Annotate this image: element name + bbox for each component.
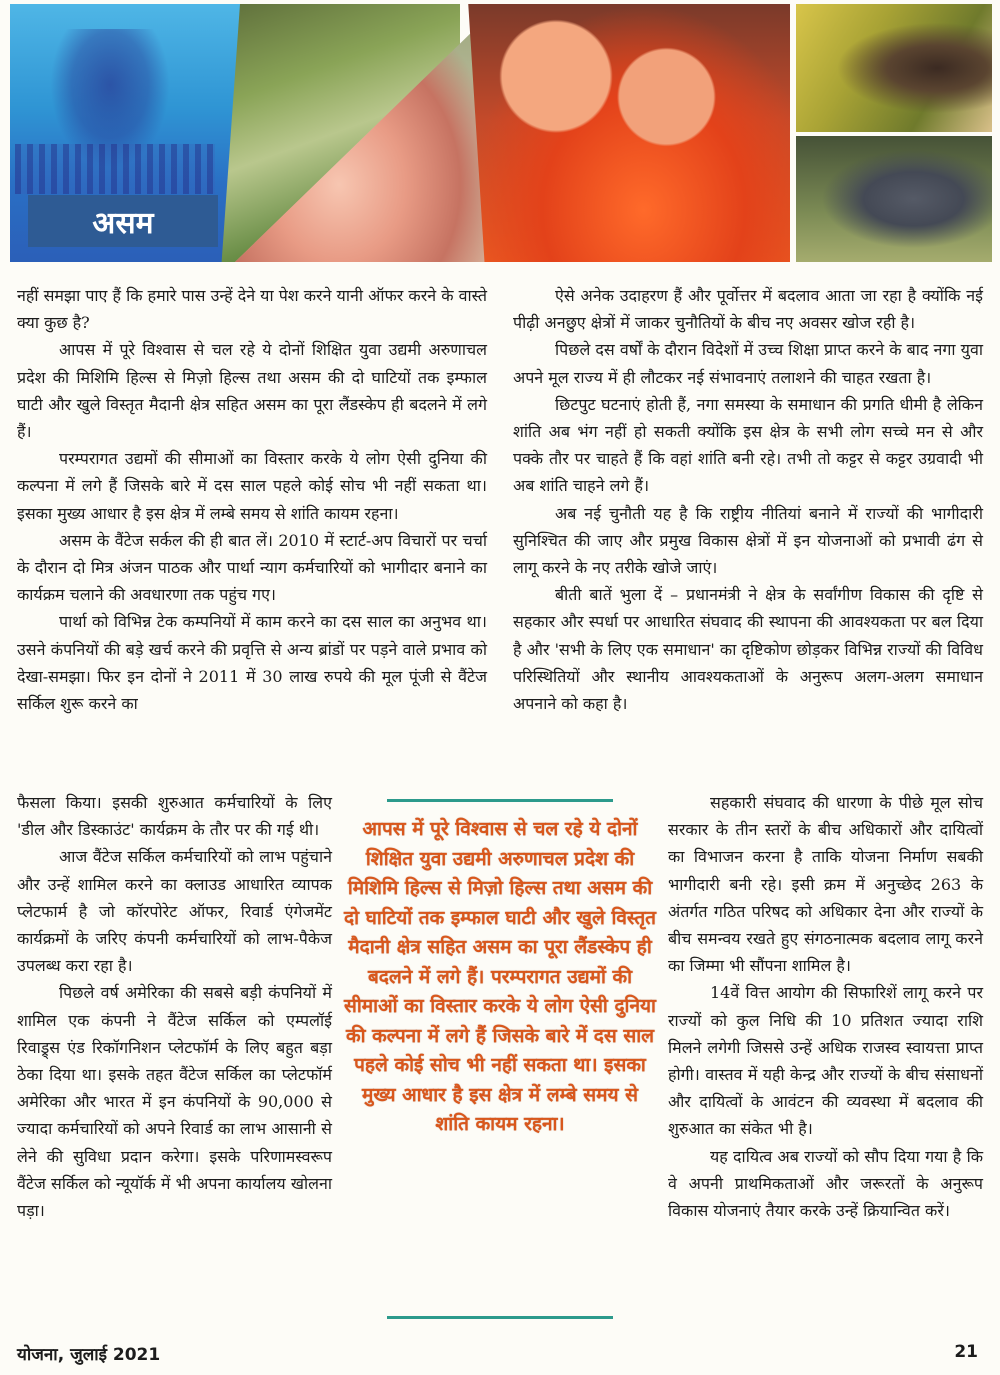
golden-langur-image [796, 4, 992, 132]
crowd-silhouette [15, 144, 215, 194]
rhino-image [796, 136, 992, 262]
state-label: असम [28, 195, 218, 247]
paragraph: पिछले दस वर्षों के दौरान विदेशों में उच्च शिक्षा प्राप्त करने के बाद नगा युवा अपने मूल राज्य में ही लौटकर नई संभावनाएं तलाशने की चाहत रखता है। [513, 340, 983, 387]
page-number: 21 [954, 1342, 978, 1362]
paragraph: पिछले वर्ष अमेरिका की सबसे बड़ी कंपनियों में शामिल एक कंपनी ने वैंटेज सर्किल को एम्पलॉई रिवाड्र्स एंड रिकॉगनिशन प्लेटफॉर्म के लिए बहुत बड़ा ठेका दिया था। इसके तहत वैंटेज सर्किल का प्लेटफॉर्म अमेरिका और भारत में इन कंपनियों के 90,000 से ज्यादा कर्मचारियों को अपने रिवार्ड का लाभ आसानी से लेने की सुविधा प्रदान करेगा। इसके परिणामस्वरूप वैंटेज सर्किल को न्यूयॉर्क में भी अपना कार्यालय खोलना पड़ा। [17, 983, 332, 1221]
paragraph: आपस में पूरे विश्वास से चल रहे ये दोनों शिक्षित युवा उद्यमी अरुणाचल प्रदेश की मिशिमि हिल्स से मिज़ो हिल्स तथा असम की दो घाटियों तक इम्फाल घाटी और खुले विस्तृत मैदानी क्षेत्र सहित असम का पूरा लैंडस्केप ही बदलने में लगे हैं। [17, 340, 487, 442]
left-column [17, 282, 487, 717]
bihu-dancers-image [465, 4, 790, 262]
pullquote-bottom-rule [387, 1316, 613, 1319]
paragraph: ऐसे अनेक उदाहरण हैं और पूर्वोत्तर में बदलाव आता जा रहा है क्योंकि नई पीढ़ी अनछुए क्षेत्रों में जाकर चुनौतियों के बीच नए अवसर खोज रही है। [513, 286, 983, 333]
right-column-narrow [668, 789, 983, 1224]
right-column [513, 282, 983, 717]
pull-quote: आपस में पूरे विश्वास से चल रहे ये दोनों शिक्षित युवा उद्यमी अरुणाचल प्रदेश की मिशिमि हिल्स से मिज़ो हिल्स तथा असम की दो घाटियों तक इम्फाल घाटी और खुले विस्तृत मैदानी क्षेत्र सहित असम का पूरा लैंडस्केप ही बदलने में लगे हैं। परम्परागत उद्यमों की सीमाओं का विस्तार करके ये लोग ऐसी दुनिया की कल्पना में लगे हैं जिसके बारे में दस साल पहले कोई सोच भी नहीं सकता था। इसका मुख्य आधार है इस क्षेत्र में लम्बे समय से शांति कायम रहना। [343, 818, 656, 1135]
paragraph: यह दायित्व अब राज्यों को सौप दिया गया है कि वे अपनी प्राथमिकताओं और जरूरतों के अनुरूप विकास योजनाएं तैयार करके उन्हें क्रियान्वित करें। [668, 1146, 983, 1221]
paragraph: अब नई चुनौती यह है कि राष्ट्रीय नीतियां बनाने में राज्यों की भागीदारी सुनिश्चित की जाए और प्रमुख विकास क्षेत्रों में इन योजनाओं को प्रभावी ढंग से लागू करने के नए तरीके खोजे जाएं। [513, 503, 983, 578]
paragraph: असम के वैंटेज सर्कल की ही बात लें। 2010 में स्टार्ट-अप विचारों पर चर्चा के दौरान दो मित्र अंजन पाठक और पार्था न्याग कर्मचारियों को भागीदार बनाने का कार्यक्रम चलाने की अवधारणा तक पहुंच गए। [17, 530, 487, 605]
paragraph: 14वें वित्त आयोग की सिफारिशें लागू करने पर राज्यों को कुल निधि की 10 प्रतिशत ज्यादा राशि मिलने लगेगी जिससे उन्हें अधिक राजस्व स्वायत्ता प्राप्त होगी। वास्तव में यही केन्द्र और राज्यों के बीच संसाधनों और दायित्वों के आवंटन की व्यवस्था में बदलाव की शुरुआत का संकेत भी है। [668, 983, 983, 1139]
publication-footer: योजना, जुलाई 2021 [17, 1345, 161, 1365]
paragraph: आज वैंटेज सर्किल कर्मचारियों को लाभ पहुंचाने और उन्हें शामिल करने का क्लाउड आधारित व्यापक प्लेटफार्म है जो कॉरपोरेट ऑफर, रिवार्ड एंगेजमेंट कार्यक्रमों के जरिए कंपनी कर्मचारियों को लाभ-पैकेज उपलब्ध करा रहा है। [17, 847, 332, 976]
left-column-narrow [17, 789, 332, 1224]
paragraph: परम्परागत उद्यमों की सीमाओं का विस्तार करके ये लोग ऐसी दुनिया की कल्पना में लगे हैं जिसके बारे में दस साल पहले कोई सोच भी नहीं सकता था। इसका मुख्य आधार है इस क्षेत्र में लम्बे समय से शांति कायम रहना। [17, 449, 487, 523]
paragraph: पार्था को विभिन्न टेक कम्पनियों में काम करने का दस साल का अनुभव था। उसने कंपनियों की बड़े खर्च करने की प्रवृत्ति से अन्य ब्रांडों पर पड़ने वाले प्रभाव को देखा-समझा। फिर इन दोनों ने 2011 में 30 लाख रुपये की मूल पूंजी से वैंटेज सर्किल शुरू करने का [17, 612, 487, 714]
pullquote-top-rule [387, 799, 613, 802]
paragraph: नहीं समझा पाए हैं कि हमारे पास उन्हें देने या पेश करने यानी ऑफर करने के वास्ते क्या कुछ है? [17, 286, 487, 333]
paragraph: बीती बातें भुला दें – प्रधानमंत्री ने क्षेत्र के सर्वांगीण विकास की दृष्टि से सहकार और स्पर्धा पर आधारित संघवाद की स्थापना की आवश्यकता पर बल दिया है और 'सभी के लिए एक समाधान' का दृष्टिकोण छोड़कर विभिन्न राज्यों की विविध परिस्थितियों और स्थानीय आवश्यकताओं के अनुरूप अलग-अलग समाधान अपनाने को कहा है। [513, 585, 983, 714]
paragraph: फैसला किया। इसकी शुरुआत कर्मचारियों के लिए 'डील और डिस्काउंट' कार्यक्रम के तौर पर की गई थी। [17, 793, 332, 840]
paragraph: छिटपुट घटनाएं होती हैं, नगा समस्या के समाधान की प्रगति धीमी है लेकिन शांति अब भंग नहीं हो सकती क्योंकि इस क्षेत्र के सभी लोग सच्चे मन से और पक्के तौर पर चाहते हैं कि वहां शांति बनी रहे। तभी तो कट्टर से कट्टर उग्रवादी भी अब शांति चाहने लगे हैं। [513, 394, 983, 496]
paragraph: सहकारी संघवाद की धारणा के पीछे मूल सोच सरकार के तीन स्तरों के बीच अधिकारों और दायित्वों का विभाजन करना है ताकि योजना निर्माण सबकी भागीदारी बनी रहे। इसी क्रम में अनुच्छेद 263 के अंतर्गत गठित परिषद को अधिकार देना और राज्यों के बीच समन्वय रखते हुए संगठनात्मक बदलाव लागू करने का जिम्मा भी सौंपना शामिल है। [668, 793, 983, 976]
